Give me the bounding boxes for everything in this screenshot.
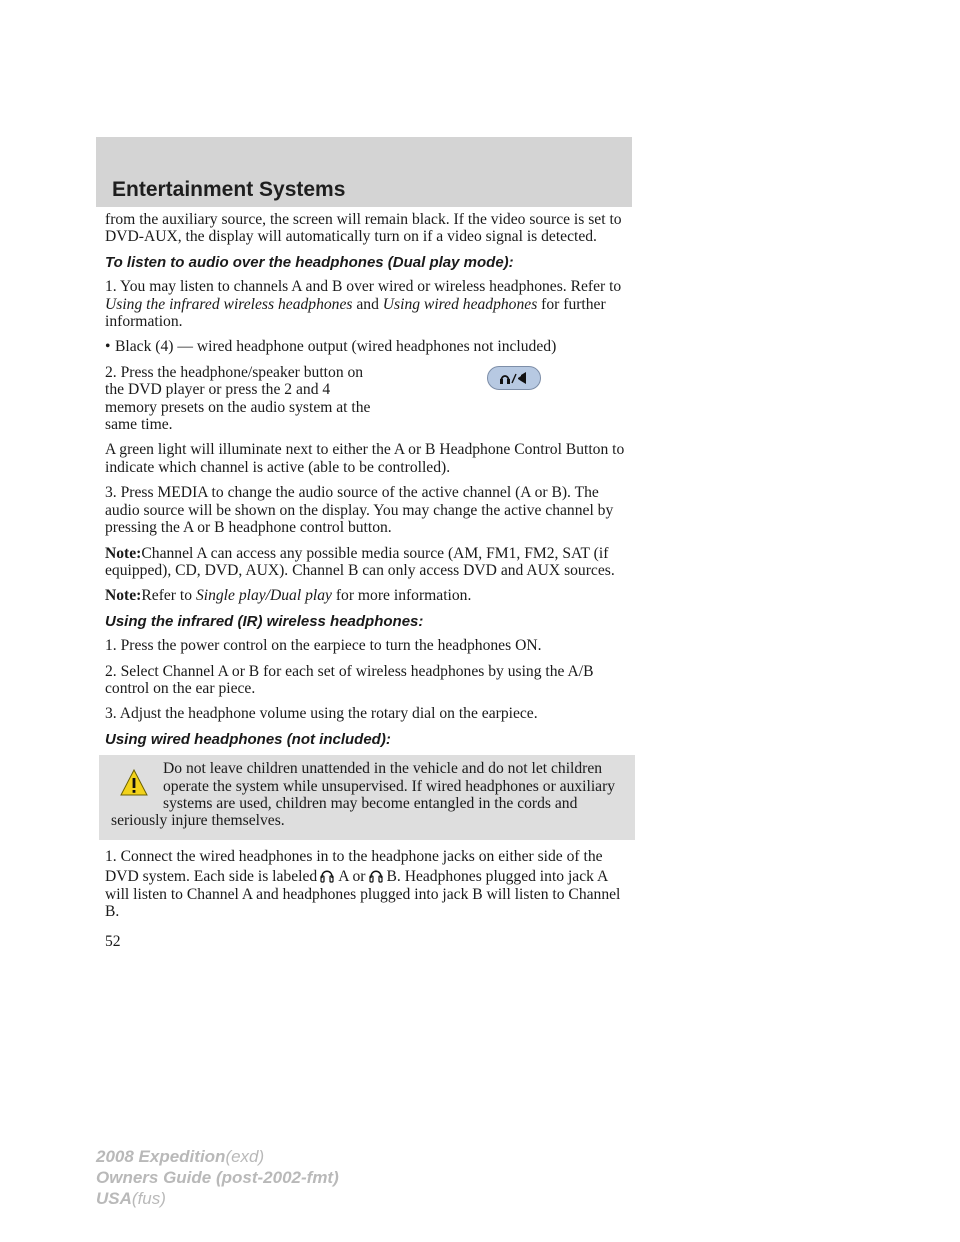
cross-reference: Using wired headphones <box>382 295 538 313</box>
note: Note:Refer to Single play/Dual play for more information. <box>105 587 472 605</box>
footer-line: Owners Guide (post-2002-fmt) <box>96 1168 339 1187</box>
note: Note:Channel A can access any possible media source (AM, FM1, FM2, SAT (if equipped), CD, DVD, AUX). Channel B can only access DVD and AUX sources. <box>105 544 615 579</box>
paragraph: 1. You may listen to channels A and B over wired or wireless headphones. Refer to Using the infrared wireless headphones and Using wired headphones for further information. <box>105 278 622 331</box>
headphone-icon <box>320 865 334 883</box>
warning-text: Do not leave children unattended in the vehicle and do not let children operate the system while unsupervised. If wired headphones or auxiliary systems are used, children may become entangled in the cords and seriously injure themselves. <box>111 760 616 830</box>
headphone-speaker-icon <box>487 366 541 390</box>
warning-triangle-icon <box>119 768 149 798</box>
subheading-wired-headphones: Using wired headphones (not included): <box>105 730 391 748</box>
subheading-wireless-headphones: Using the infrared (IR) wireless headphones: <box>105 612 424 630</box>
paragraph: 2. Press the headphone/speaker button on the DVD player or press the 2 and 4 memory presets on the audio system at the same time. <box>105 363 371 434</box>
section-header <box>96 137 632 207</box>
cross-reference: Single play/Dual play <box>195 587 332 605</box>
document-footer <box>96 1146 339 1209</box>
subheading-dual-play: To listen to audio over the headphones (Dual play mode): <box>105 253 514 271</box>
page-number: 52 <box>105 933 121 950</box>
headphone-icon <box>369 865 383 883</box>
paragraph: from the auxiliary source, the screen will remain black. If the video source is set to DVD-AUX, the display will automatically turn on if a video signal is detected. <box>105 211 622 246</box>
paragraph: 3. Adjust the headphone volume using the rotary dial on the earpiece. <box>105 705 538 723</box>
cross-reference: Using the infrared wireless headphones <box>105 295 353 313</box>
paragraph-with-figure <box>105 364 635 434</box>
footer-line: USA(fus) <box>96 1189 166 1208</box>
page-content <box>105 211 635 928</box>
paragraph: A green light will illuminate next to either the A or B Headphone Control Button to indicate which channel is active (able to be controlled). <box>105 441 625 476</box>
bullet-item: • Black (4) — wired headphone output (wired headphones not included) <box>105 338 557 356</box>
paragraph: 1. Connect the wired headphones in to the headphone jacks on either side of the DVD system. Each side is labeled A or B. Headphones plugged into jack A will listen to Channel A and headphones plugged into jack B will listen to Channel B. <box>105 847 621 920</box>
footer-line: 2008 Expedition(exd) <box>96 1147 265 1166</box>
warning-box <box>99 755 635 840</box>
section-title: Entertainment Systems <box>112 178 346 201</box>
paragraph: 3. Press MEDIA to change the audio source of the active channel (A or B). The audio source will be shown on the display. You may change the active channel by pressing the A or B headphone control button. <box>105 484 614 537</box>
paragraph: 1. Press the power control on the earpiece to turn the headphones ON. <box>105 637 542 655</box>
paragraph: 2. Select Channel A or B for each set of wireless headphones by using the A/B control on the ear piece. <box>105 662 594 697</box>
